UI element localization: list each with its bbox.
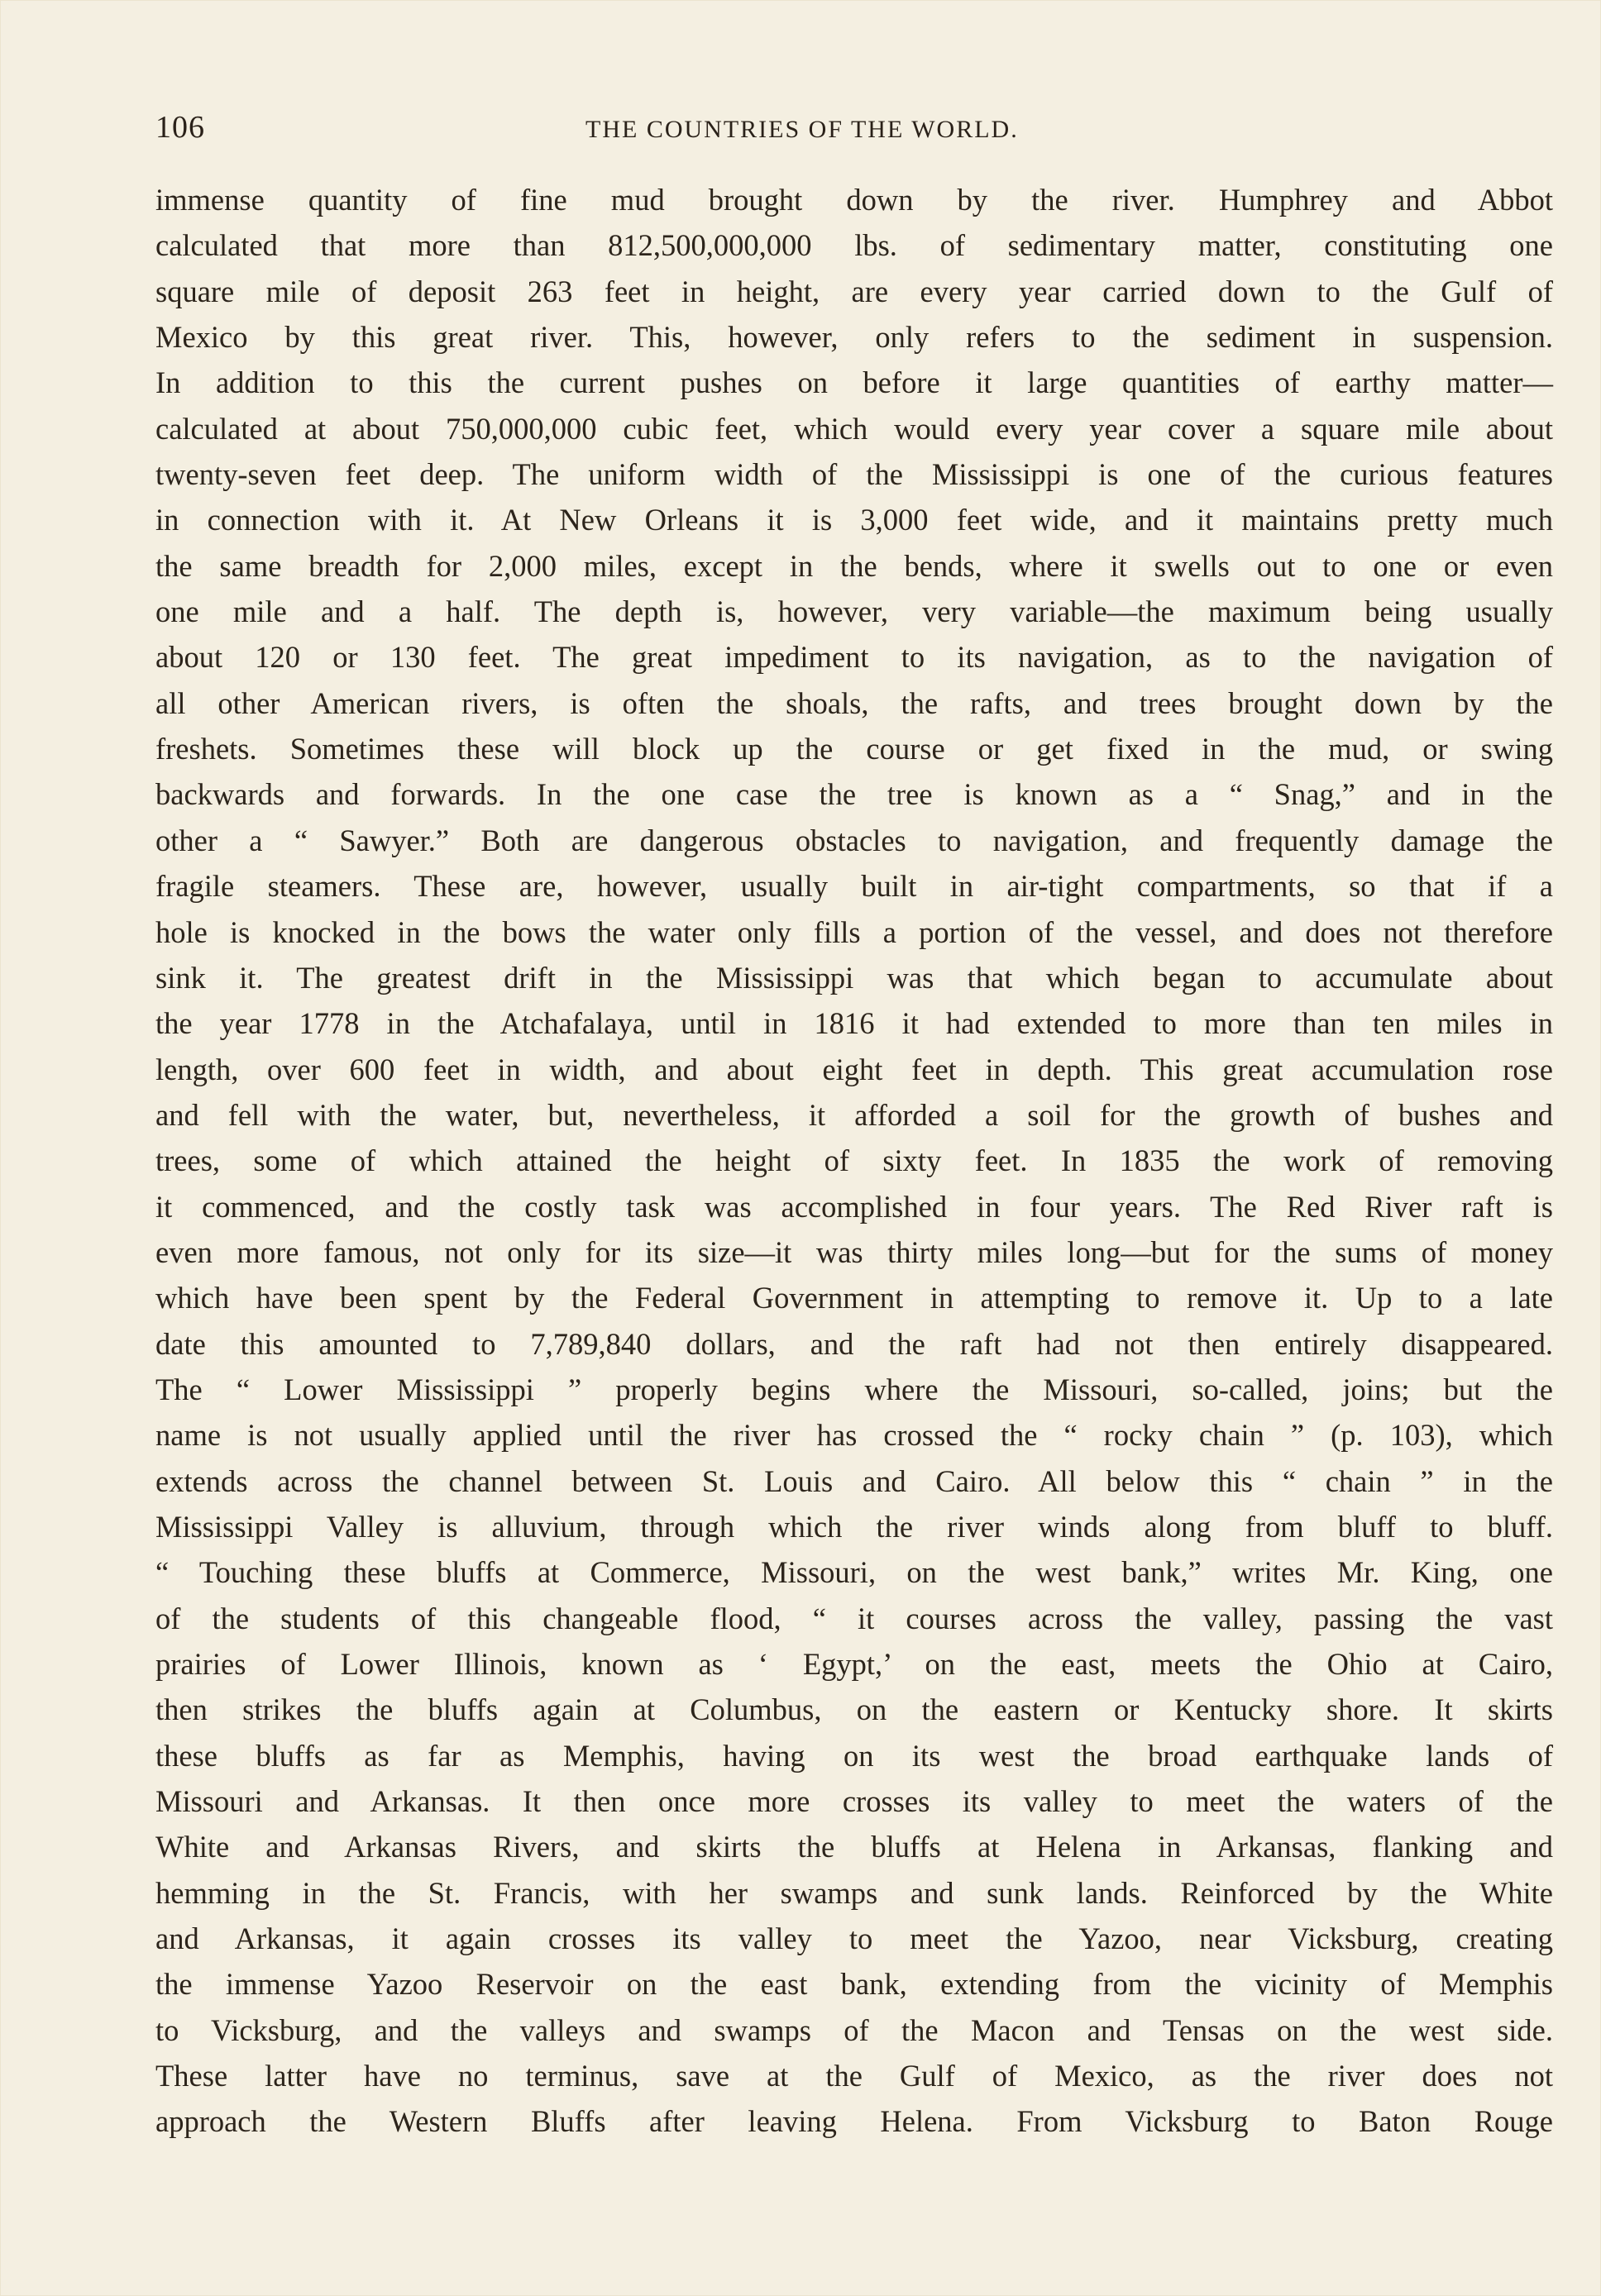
page-number: 106 <box>155 110 205 145</box>
text-line: “ Touching these bluffs at Commerce, Missouri, on the west bank,” writes Mr. King, one <box>155 1555 1553 1590</box>
text-line: twenty-seven feet deep. The uniform width of the Mississippi is one of the curious features <box>155 457 1553 492</box>
page-header <box>155 109 1553 146</box>
text-line: then strikes the bluffs again at Columbus, on the eastern or Kentucky shore. It skirts <box>155 1692 1553 1727</box>
text-line: to Vicksburg, and the valleys and swamps of the Macon and Tensas on the west side. <box>155 2012 1553 2047</box>
text-line: prairies of Lower Illinois, known as ‘ Egypt,’ on the east, meets the Ohio at Cairo, <box>155 1647 1553 1681</box>
body-paragraph <box>155 177 1553 2145</box>
text-line: name is not usually applied until the river has crossed the “ rocky chain ” (p. 103), which <box>155 1418 1553 1453</box>
text-line: one mile and a half. The depth is, however, very variable—the maximum being usually <box>155 594 1553 629</box>
text-line: White and Arkansas Rivers, and skirts the bluffs at Helena in Arkansas, flanking and <box>155 1830 1553 1864</box>
text-line: freshets. Sometimes these will block up the course or get fixed in the mud, or swing <box>155 732 1553 766</box>
text-line: trees, some of which attained the height of sixty feet. In 1835 the work of removing <box>155 1143 1553 1178</box>
text-line: calculated that more than 812,500,000,000 lbs. of sedimentary matter, constituting one <box>155 228 1553 263</box>
text-line: the same breadth for 2,000 miles, except in the bends, where it swells out to one or even <box>155 548 1553 583</box>
text-line: approach the Western Bluffs after leaving Helena. From Vicksburg to Baton Rouge <box>155 2104 1553 2139</box>
text-line: the immense Yazoo Reservoir on the east bank, extending from the vicinity of Memphis <box>155 1967 1553 2002</box>
text-line: square mile of deposit 263 feet in height, are every year carried down to the Gulf of <box>155 274 1553 308</box>
text-line: all other American rivers, is often the shoals, the rafts, and trees brought down by the <box>155 685 1553 720</box>
text-line: the year 1778 in the Atchafalaya, until in 1816 it had extended to more than ten miles in <box>155 1006 1553 1041</box>
text-line: Missouri and Arkansas. It then once more crosses its valley to meet the waters of the <box>155 1784 1553 1819</box>
text-line: These latter have no terminus, save at the Gulf of Mexico, as the river does not <box>155 2059 1553 2093</box>
text-line: it commenced, and the costly task was accomplished in four years. The Red River raft is <box>155 1189 1553 1224</box>
text-line: date this amounted to 7,789,840 dollars, and the raft had not then entirely disappeared. <box>155 1326 1553 1361</box>
text-line: length, over 600 feet in width, and about eight feet in depth. This great accumulation rose <box>155 1052 1553 1086</box>
text-line: Mississippi Valley is alluvium, through which the river winds along from bluff to bluff. <box>155 1509 1553 1544</box>
text-line: Mexico by this great river. This, however, only refers to the sediment in suspension. <box>155 320 1553 355</box>
text-line: of the students of this changeable flood, “ it courses across the valley, passing the vast <box>155 1601 1553 1635</box>
text-line: other a “ Sawyer.” Both are dangerous obstacles to navigation, and frequently damage the <box>155 823 1553 857</box>
text-line: these bluffs as far as Memphis, having on its west the broad earthquake lands of <box>155 1738 1553 1773</box>
text-line: which have been spent by the Federal Government in attempting to remove it. Up to a late <box>155 1281 1553 1315</box>
text-line: extends across the channel between St. Louis and Cairo. All below this “ chain ” in the <box>155 1463 1553 1498</box>
text-line: calculated at about 750,000,000 cubic feet, which would every year cover a square mile about <box>155 411 1553 446</box>
text-line: even more famous, not only for its size—it was thirty miles long—but for the sums of money <box>155 1234 1553 1269</box>
text-line: In addition to this the current pushes on before it large quantities of earthy matter— <box>155 365 1553 400</box>
text-line: sink it. The greatest drift in the Mississippi was that which began to accumulate about <box>155 960 1553 995</box>
text-line: backwards and forwards. In the one case the tree is known as a “ Snag,” and in the <box>155 777 1553 812</box>
text-line: and fell with the water, but, nevertheless, it afforded a soil for the growth of bushes and <box>155 1097 1553 1132</box>
text-line: The “ Lower Mississippi ” properly begins where the Missouri, so-called, joins; but the <box>155 1372 1553 1406</box>
text-line: hole is knocked in the bows the water only fills a portion of the vessel, and does not therefore <box>155 914 1553 949</box>
text-line: in connection with it. At New Orleans it is 3,000 feet wide, and it maintains pretty much <box>155 503 1553 537</box>
running-head: THE COUNTRIES OF THE WORLD. <box>585 116 1019 143</box>
text-line: immense quantity of fine mud brought down by the river. Humphrey and Abbot <box>155 183 1553 217</box>
text-line: about 120 or 130 feet. The great impediment to its navigation, as to the navigation of <box>155 640 1553 675</box>
text-line: and Arkansas, it again crosses its valley to meet the Yazoo, near Vicksburg, creating <box>155 1921 1553 1956</box>
text-line: hemming in the St. Francis, with her swamps and sunk lands. Reinforced by the White <box>155 1875 1553 1910</box>
text-line: fragile steamers. These are, however, usually built in air-tight compartments, so that if a <box>155 869 1553 904</box>
